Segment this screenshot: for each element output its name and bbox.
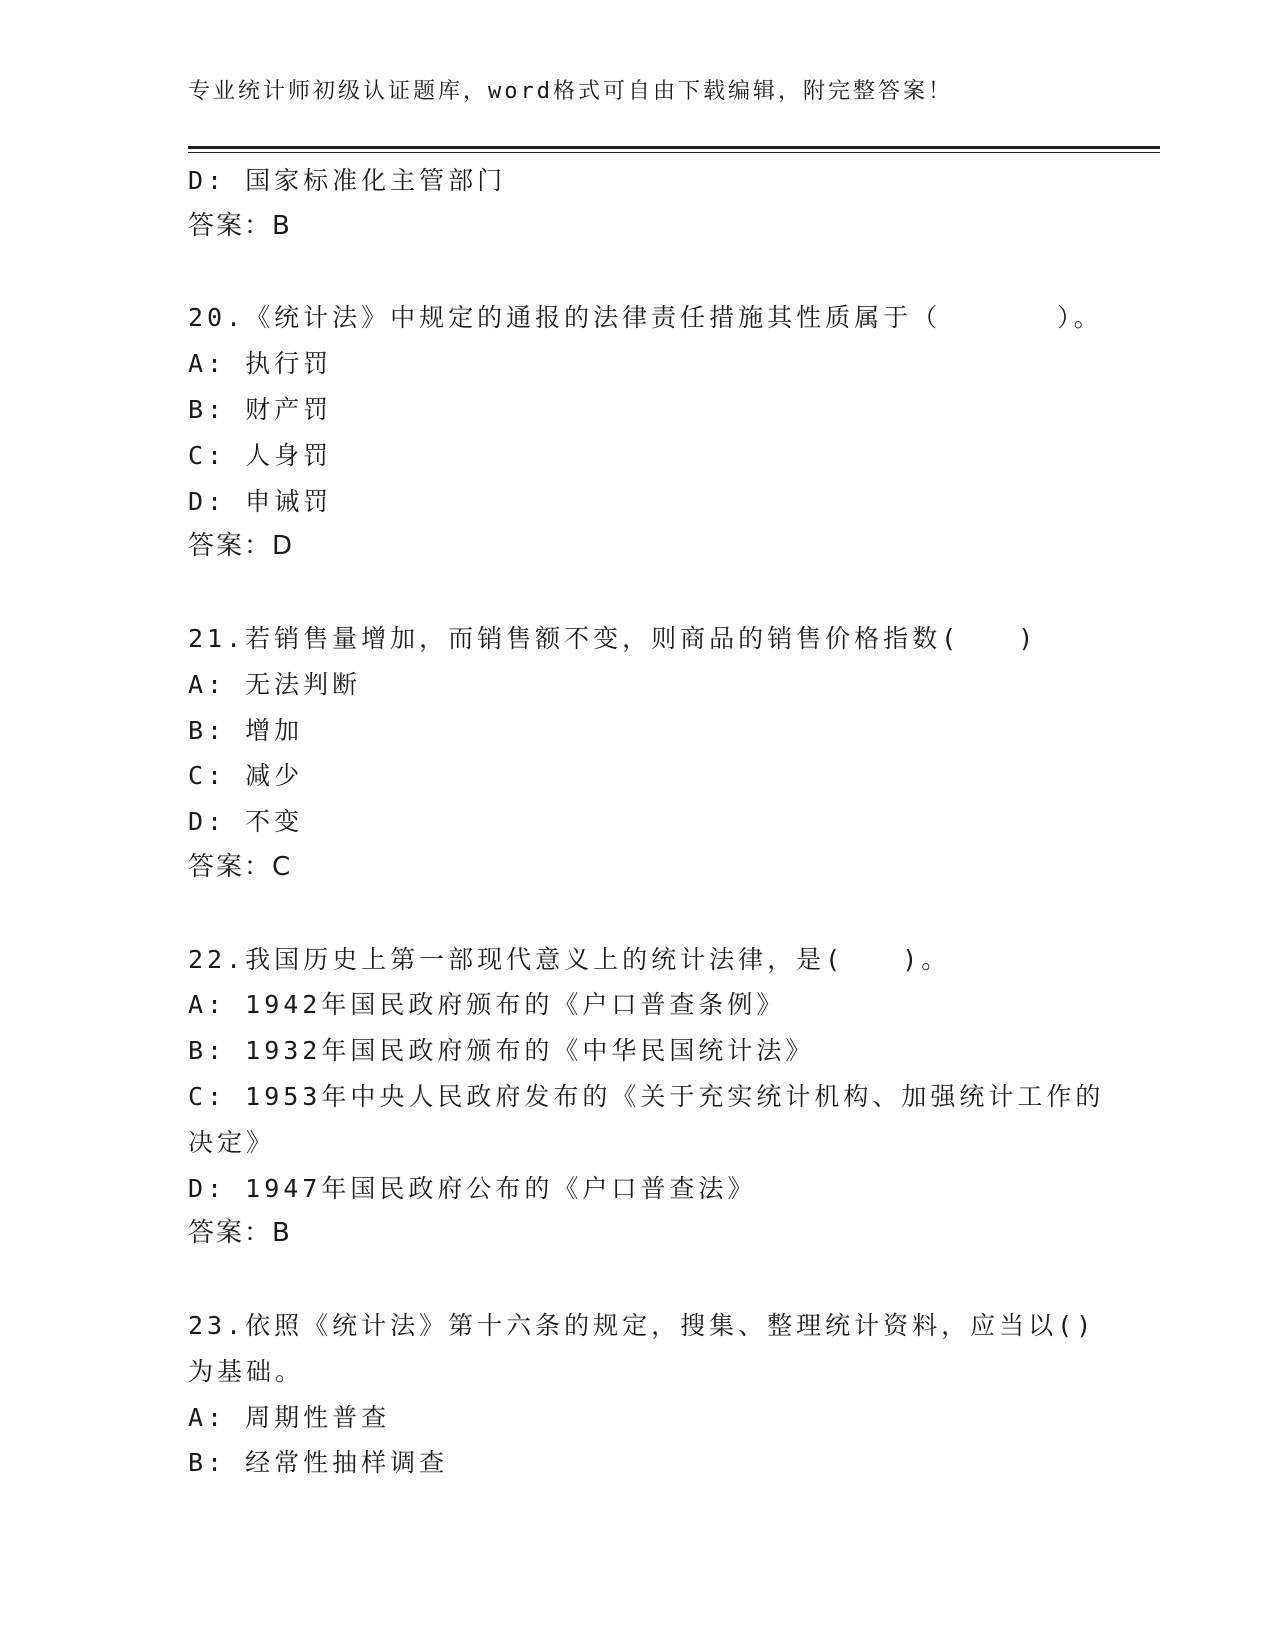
q21-option-d: D: 不变 [188,807,304,837]
q21-answer: 答案：C [188,851,293,882]
q22-stem: 22.我国历史上第一部现代意义上的统计法律，是( )。 [188,944,951,974]
q23-option-b: B: 经常性抽样调查 [188,1448,449,1478]
q19-answer: 答案：B [188,210,292,241]
q22-option-b: B: 1932年国民政府颁布的《中华民国统计法》 [188,1036,815,1066]
q21-option-b: B: 增加 [188,715,304,745]
q21-option-a: A: 无法判断 [188,669,362,699]
header-rule-thick [188,146,1160,149]
q21-stem: 21.若销售量增加，而销售额不变，则商品的销售价格指数( ) [188,623,1038,653]
q22-option-a: A: 1942年国民政府颁布的《户口普查条例》 [188,990,786,1020]
q20-answer: 答案：D [188,531,295,562]
q22-answer: 答案：B [188,1218,292,1249]
q20-option-a: A: 执行罚 [188,349,333,379]
q22-option-c: C: 1953年中央人民政府发布的《关于充实统计机构、加强统计工作的决定》 [188,1081,1105,1157]
q20-option-c: C: 人身罚 [188,440,333,470]
q20-option-b: B: 财产罚 [188,394,333,424]
q23-option-a: A: 周期性普查 [188,1402,391,1432]
question-content [188,158,1108,1486]
q23-stem: 23.依照《统计法》第十六条的规定，搜集、整理统计资料，应当以()为基础。 [188,1310,1096,1386]
q19-option-d: D: 国家标准化主管部门 [188,166,507,195]
page-header: 专业统计师初级认证题库，word格式可自由下载编辑，附完整答案！ [188,79,953,104]
q22-option-d: D: 1947年国民政府公布的《户口普查法》 [188,1173,757,1203]
q20-option-d: D: 申诫罚 [188,486,333,516]
q20-stem: 20.《统计法》中规定的通报的法律责任措施其性质属于（ ）。 [188,303,1103,333]
q21-option-c: C: 减少 [188,761,304,791]
header-rule-thin [188,152,1160,153]
